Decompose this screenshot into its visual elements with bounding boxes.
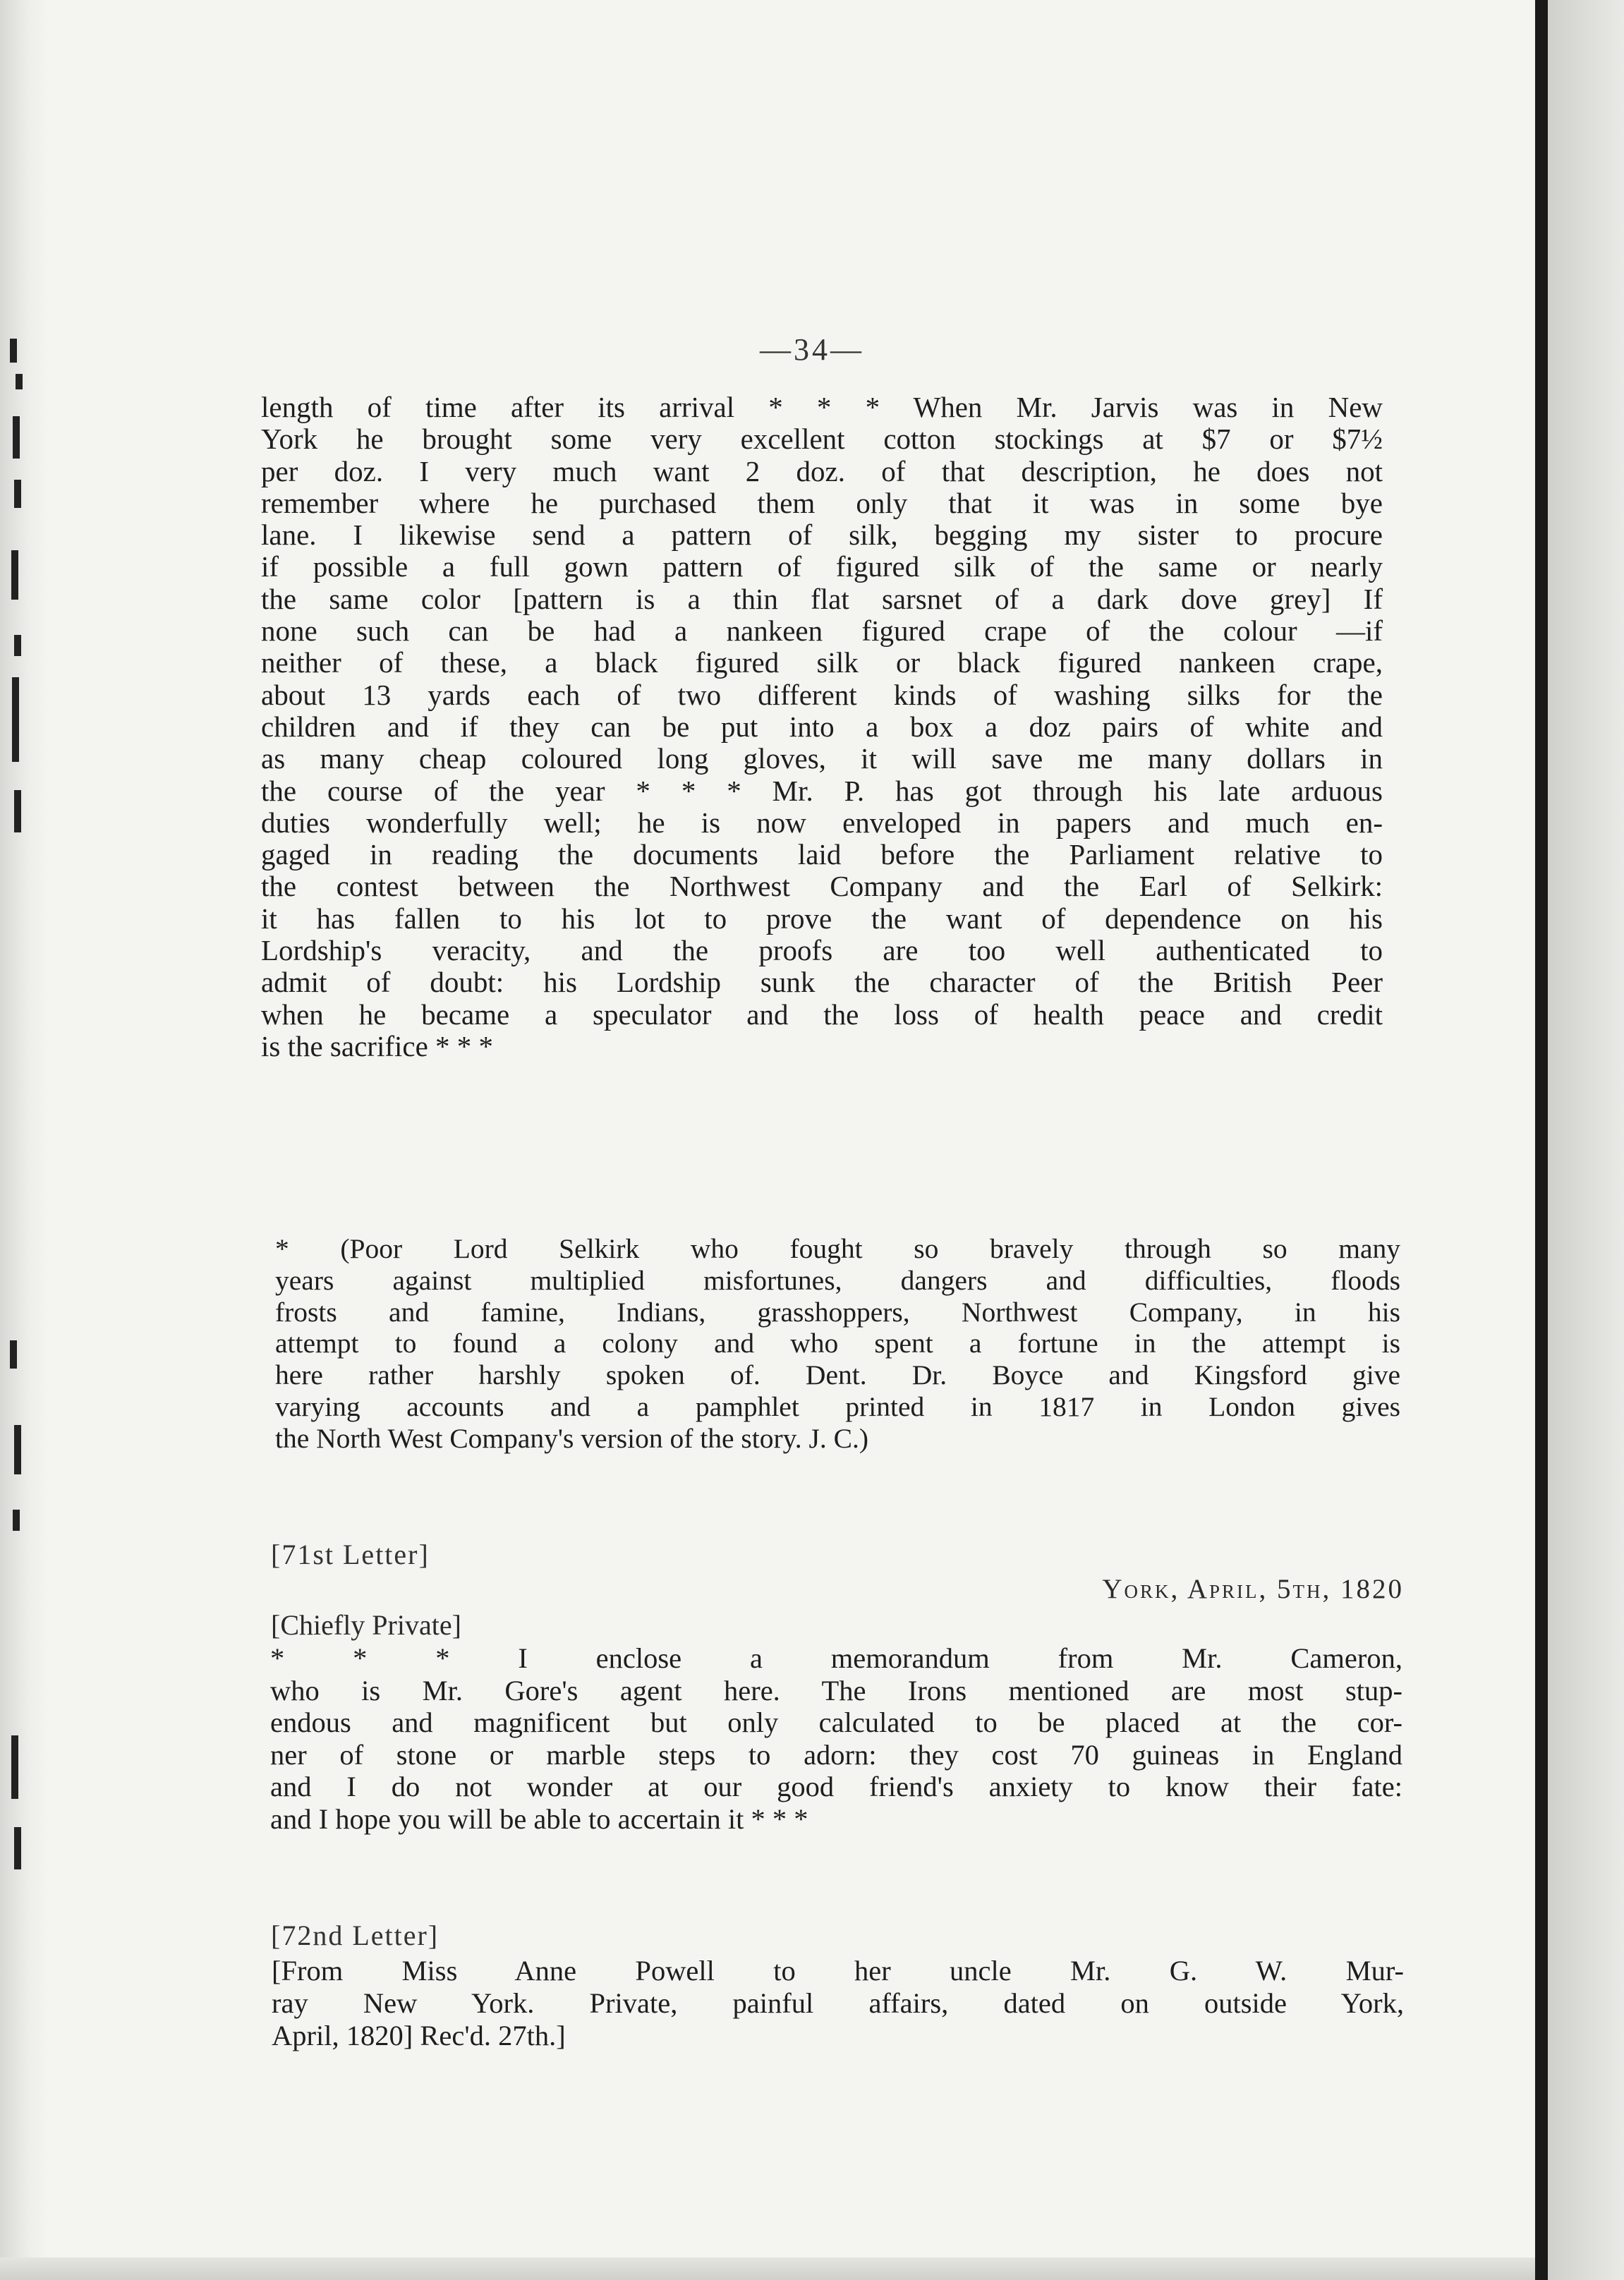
text-line: lane. I likewise send a pattern of silk, begging my sister to procure [261,519,1383,552]
text-line: the course of the year * * * Mr. P. has got through his late arduous [261,774,1383,807]
editor-note-paragraph [275,1233,1400,1455]
text-line: varying accounts and a pamphlet printed in 1817 in London gives [275,1390,1400,1422]
text-line: remember where he purchased them only that it was in some bye [261,486,1383,519]
text-line: attempt to found a colony and who spent a fortune in the attempt is [275,1328,1400,1359]
text-line: gaged in reading the documents laid before the Parliament relative to [261,838,1383,871]
text-line: * (Poor Lord Selkirk who fought so bravely through so many [275,1233,1400,1264]
text-line: endous and magnificent but only calculated to be placed at the cor- [270,1706,1402,1738]
text-line: the same color [pattern is a thin flat sarsnet of a dark dove grey] If [261,582,1383,615]
text-line: about 13 yards each of two different kinds of washing silks for the [261,678,1383,711]
text-line: duties wonderfully well; he is now enveloped in papers and much en- [261,806,1383,839]
text-line: years against multiplied misfortunes, dangers and difficulties, floods [275,1264,1400,1296]
text-line: frosts and famine, Indians, grasshoppers, Northwest Company, in his [275,1296,1400,1328]
text-line: [From Miss Anne Powell to her uncle Mr. G. W. Mur- [272,1955,1404,1987]
text-line: Lordship's veracity, and the proofs are too well authenticated to [261,934,1383,967]
text-line: * * * I enclose a memorandum from Mr. Cameron, [270,1642,1402,1674]
text-line: ray New York. Private, painful affairs, dated on outside York, [272,1987,1404,2019]
page-number: —34— [760,332,864,367]
text-line: the North West Company's version of the story. J. C.) [275,1422,869,1454]
bottom-edge-shadow [0,2257,1535,2280]
letter-body-paragraph [261,392,1383,1062]
text-line: ner of stone or marble steps to adorn: they cost 70 guineas in England [270,1738,1402,1771]
letter-71-heading: [71st Letter] [271,1539,430,1570]
text-line: neither of these, a black figured silk or black figured nankeen crape, [261,646,1383,679]
text-line: admit of doubt: his Lordship sunk the character of the British Peer [261,966,1383,999]
text-line: who is Mr. Gore's agent here. The Irons mentioned are most stup- [270,1674,1402,1706]
text-line: as many cheap coloured long gloves, it will save me many dollars in [261,742,1383,775]
letter-72-body [272,1955,1404,2052]
text-line: York he brought some very excellent cotton stockings at $7 or $7½ [261,423,1383,456]
letter-71-dateline: York, April, 5th, 1820 [1102,1574,1404,1604]
text-line: it has fallen to his lot to prove the want of dependence on his [261,902,1383,935]
binding-marks [6,339,41,2243]
text-line: if possible a full gown pattern of figured silk of the same or nearly [261,550,1383,583]
letter-71-body [270,1642,1402,1835]
text-line: length of time after its arrival * * * When Mr. Jarvis was in New [261,391,1383,423]
text-line: the contest between the Northwest Company and the Earl of Selkirk: [261,870,1383,903]
letter-72-heading: [72nd Letter] [271,1920,440,1951]
text-line: and I hope you will be able to accertain it * * * [270,1802,808,1835]
text-line: is the sacrifice * * * [261,1029,494,1062]
letter-71-privacy-note: [Chiefly Private] [271,1609,461,1641]
text-line: none such can be had a nankeen figured crape of the colour —if [261,614,1383,648]
text-line: children and if they can be put into a box a doz pairs of white and [261,710,1383,743]
text-line: here rather harshly spoken of. Dent. Dr. Boyce and Kingsford give [275,1359,1400,1391]
text-line: per doz. I very much want 2 doz. of that description, he does not [261,454,1383,487]
text-line: April, 1820] Rec'd. 27th.] [272,2020,566,2051]
text-line: when he became a speculator and the loss of health peace and credit [261,998,1383,1031]
text-line: and I do not wonder at our good friend's anxiety to know their fate: [270,1771,1402,1802]
